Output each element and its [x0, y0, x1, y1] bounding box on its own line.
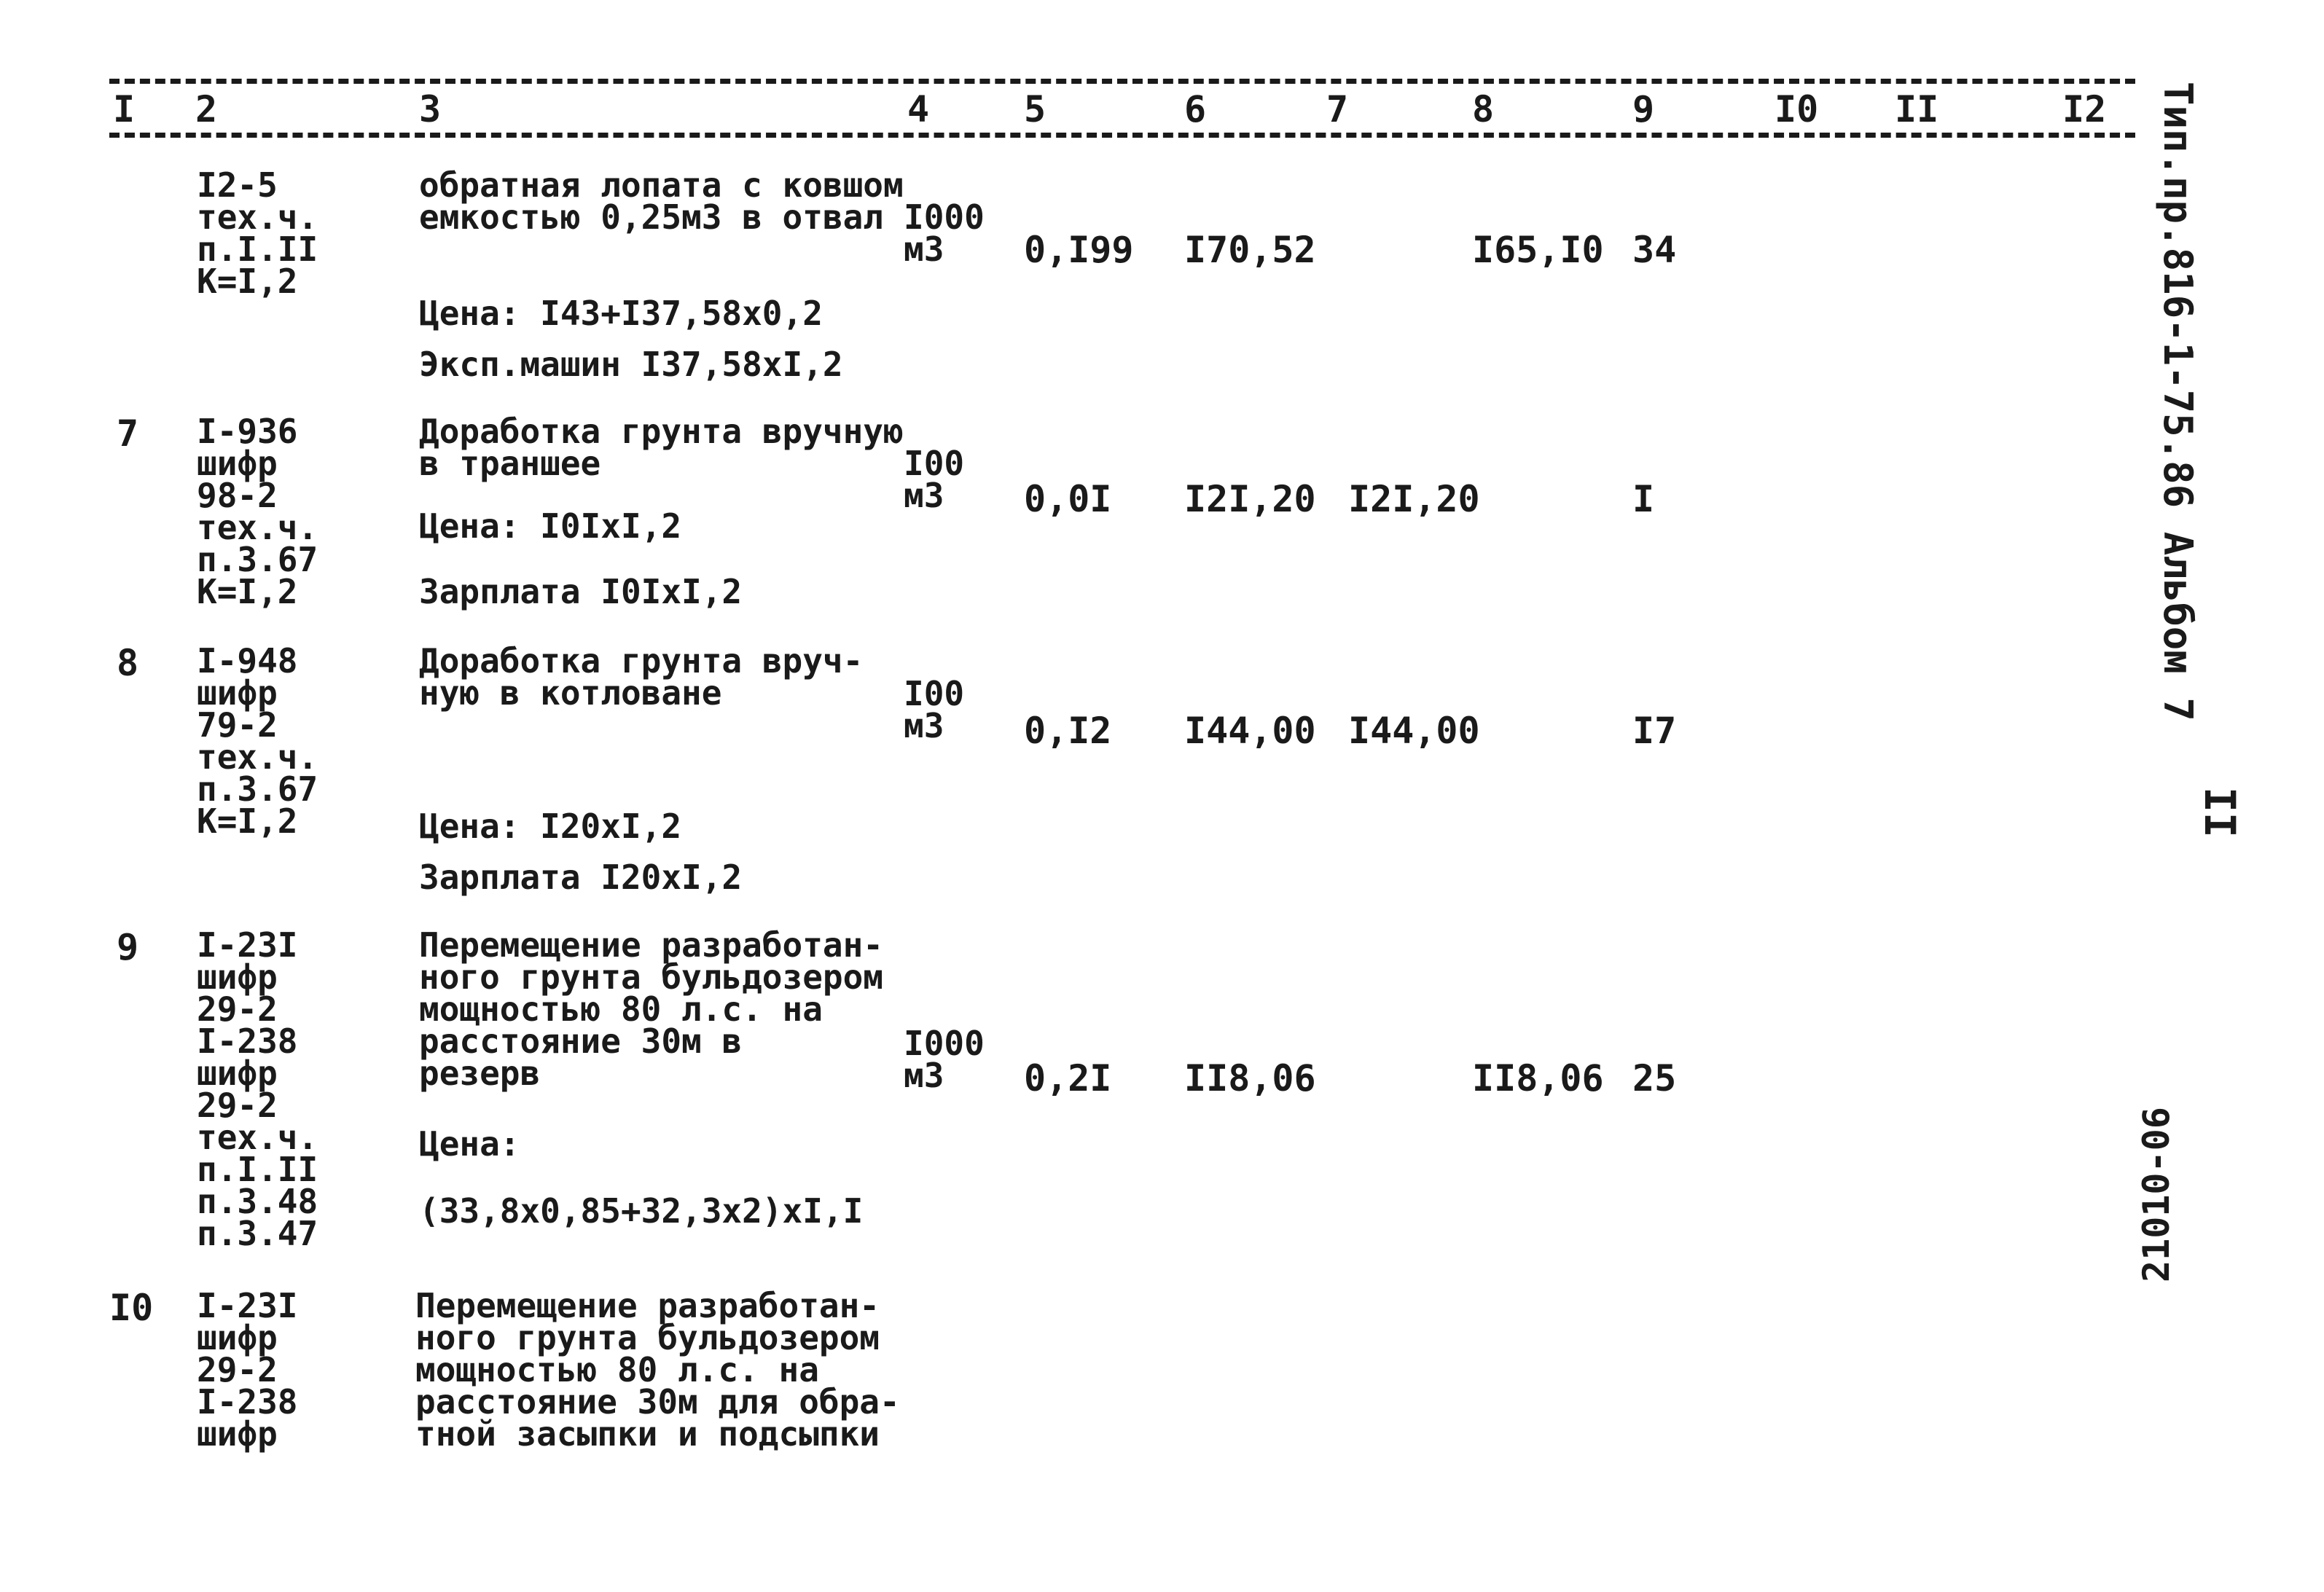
row-code: I-948 шифр 79-2 тех.ч. п.3.67 К=I,2 — [197, 641, 318, 841]
column-number: 9 — [1632, 88, 1655, 130]
column-number: I0 — [1775, 88, 1819, 130]
header-rule-top — [109, 79, 2135, 84]
row-number: 9 — [117, 926, 139, 968]
row-unit-price: II8,06 — [1184, 1057, 1316, 1099]
row-unit-price: I2I,20 — [1184, 478, 1316, 520]
row-code: I-23I шифр 29-2 I-238 шифр 29-2 тех.ч. п.I.II п.3.48 п.3.47 — [197, 925, 318, 1253]
row-unit: I000 м3 — [904, 1024, 985, 1095]
row-number: 7 — [117, 412, 139, 455]
column-number: I2 — [2062, 88, 2107, 130]
row-description: обратная лопата с ковшом емкостью 0,25м3 в отвал — [419, 165, 904, 237]
row-unit-price: I70,52 — [1184, 229, 1316, 271]
column-number: 3 — [419, 88, 442, 130]
row-quantity: 0,I99 — [1024, 229, 1134, 271]
margin-stamp: Тип.пр.816-1-75.86 Альбом 7 — [2155, 82, 2201, 721]
row-number: 8 — [117, 642, 139, 684]
row-quantity: 0,2I — [1024, 1057, 1112, 1099]
row-machine-cost: I65,I0 — [1472, 229, 1604, 271]
row-description: Перемещение разработан- ного грунта бульдозером мощностью 80 л.с. на расстояние 30м для обра- тной засыпки и подсыпки — [415, 1286, 900, 1454]
row-code: I-936 шифр 98-2 тех.ч. п.3.67 К=I,2 — [197, 412, 318, 611]
row-unit: I00 м3 — [904, 674, 965, 745]
row-description: Доработка грунта вруч- ную в котловане — [419, 641, 864, 713]
row-note: Цена: I43+I37,58х0,2 — [419, 294, 823, 333]
row-unit-price: I44,00 — [1184, 710, 1316, 752]
row-unit: I000 м3 — [904, 197, 985, 269]
column-number: 5 — [1024, 88, 1046, 130]
header-rule-bottom — [109, 133, 2135, 138]
row-code: I2-5 тех.ч. п.I.II К=I,2 — [197, 165, 318, 301]
row-total: 25 — [1632, 1057, 1677, 1099]
row-unit: I00 м3 — [904, 444, 965, 515]
column-number: II — [1895, 88, 1939, 130]
column-number: 7 — [1326, 88, 1349, 130]
row-note: (33,8х0,85+32,3х2)хI,I — [419, 1191, 864, 1231]
row-code: I-23I шифр 29-2 I-238 шифр — [197, 1286, 298, 1454]
row-note: Зарплата I20хI,2 — [419, 858, 743, 897]
row-quantity: 0,0I — [1024, 478, 1112, 520]
row-total: I7 — [1632, 710, 1677, 752]
row-quantity: 0,I2 — [1024, 710, 1112, 752]
row-note: Цена: I20хI,2 — [419, 807, 682, 846]
row-wage: I44,00 — [1348, 710, 1480, 752]
column-number: 6 — [1184, 88, 1207, 130]
row-wage: I2I,20 — [1348, 478, 1480, 520]
row-machine-cost: II8,06 — [1472, 1057, 1604, 1099]
row-note: Зарплата I0IхI,2 — [419, 572, 743, 611]
page-number: II — [2195, 787, 2245, 838]
row-description: Доработка грунта вручную в траншее — [419, 412, 904, 483]
row-note: Эксп.машин I37,58хI,2 — [419, 345, 843, 384]
row-description: Перемещение разработан- ного грунта бульдозером мощностью 80 л.с. на расстояние 30м в резерв — [419, 925, 883, 1093]
column-number: 2 — [195, 88, 218, 130]
column-number: 8 — [1472, 88, 1495, 130]
column-number: 4 — [907, 88, 930, 130]
row-note: Цена: — [419, 1124, 520, 1164]
sheet-code: 21010-06 — [2135, 1107, 2178, 1282]
row-note: Цена: I0IхI,2 — [419, 506, 682, 546]
row-number: I0 — [109, 1287, 154, 1329]
row-total: 34 — [1632, 229, 1677, 271]
column-number: I — [113, 88, 136, 130]
row-total: I — [1632, 478, 1655, 520]
